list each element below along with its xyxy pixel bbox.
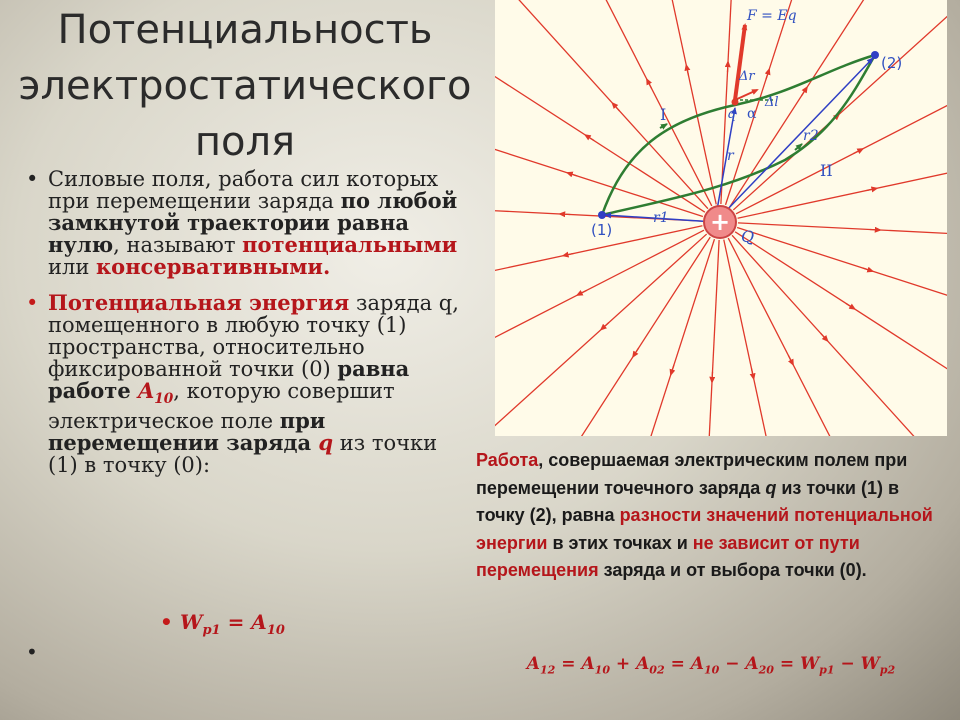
field-line-arrow	[564, 254, 574, 256]
label-path-II: II	[820, 161, 833, 180]
caption-text	[476, 447, 946, 585]
field-line-arrow	[853, 149, 862, 154]
text: , называют	[113, 233, 243, 257]
label-path-I: I	[660, 105, 667, 124]
field-line	[735, 232, 947, 401]
field-line	[499, 0, 708, 209]
field-line-arrow	[788, 355, 793, 364]
displacement-vector	[735, 90, 757, 100]
field-line-arrow	[801, 88, 806, 96]
field-line-arrow	[633, 348, 638, 356]
text: заряда q, помещенного в любую точку (1) пространства, относительно фиксированной точки (0)	[48, 291, 459, 381]
field-line	[738, 223, 947, 239]
field-line-arrow	[578, 290, 587, 295]
label-q: q	[727, 106, 736, 122]
field-line	[738, 153, 947, 219]
symbol-a10	[138, 378, 174, 408]
empty-bullet: •	[26, 640, 38, 664]
text: Силовые поля, работа сил которых при перемещении заряда	[48, 167, 439, 213]
field-line	[651, 0, 717, 204]
field-line-arrow	[613, 103, 620, 110]
a-subscript: 10	[154, 391, 174, 408]
field-line-arrow	[867, 188, 877, 190]
field-line	[728, 238, 870, 436]
term-potential: потенциальными	[242, 232, 458, 257]
label-dl: Δl	[765, 95, 779, 110]
label-alpha: α	[747, 106, 757, 122]
field-diagram	[495, 0, 947, 436]
field-line	[569, 0, 711, 206]
formula-wp1	[180, 610, 285, 638]
text-bold: равна работе	[48, 356, 410, 403]
field-line-arrow	[821, 333, 828, 340]
label-r: r	[727, 148, 734, 164]
a-symbol: A	[138, 378, 155, 403]
text: , совершаемая электрическим полем при перемещении точечного заряда	[476, 450, 908, 498]
label-dr: Δr	[739, 69, 755, 84]
field-line	[619, 239, 715, 436]
label-r2: r2	[803, 128, 819, 144]
formula-work: $A_{12} = A_{10} + A_{02} = A_{10} - A_{20} = W_{p1} - W_{p2}$	[526, 654, 896, 677]
field-line-arrow	[846, 303, 854, 308]
equals-a: = A	[220, 610, 267, 634]
field-line-arrow	[647, 80, 652, 89]
text: заряда и от выбора точки (0).	[598, 560, 867, 580]
field-line	[730, 0, 899, 207]
a-subscript: 10	[266, 623, 285, 638]
text: , которую совершит электрическое поле	[48, 379, 395, 434]
term-conservative: консервативными.	[96, 254, 331, 279]
w-symbol: W	[180, 610, 203, 634]
label-point-1: (1)	[591, 221, 613, 239]
field-line	[732, 235, 941, 436]
bullet-definition	[20, 168, 470, 278]
label-force: F = Eq	[747, 8, 797, 24]
term-potential-energy: Потенциальная энергия	[48, 290, 350, 315]
caption-difference: разности значений потенциальной энергии	[476, 505, 933, 553]
bullet-list	[20, 168, 470, 490]
field-line	[704, 240, 720, 436]
bullet-potential-energy	[20, 292, 470, 476]
caption-independence: не зависит от пути перемещения	[476, 532, 860, 580]
field-line-arrow	[586, 135, 594, 140]
charge-q	[732, 99, 739, 106]
diagram-svg	[495, 0, 947, 436]
label-r1: r1	[653, 210, 669, 226]
field-line-arrow	[671, 365, 674, 375]
field-line-arrow	[601, 323, 608, 330]
text: или	[48, 255, 97, 279]
text-bold: при перемещении заряда	[48, 408, 326, 456]
text: из точки (1) в точку (0):	[48, 431, 438, 478]
symbol-q: q	[318, 430, 334, 456]
caption-work: Работа	[476, 450, 539, 470]
charge-plus: +	[709, 208, 731, 236]
slide-title: Потенциальность электростатического поля	[18, 7, 472, 165]
field-line-arrow	[568, 173, 578, 176]
label-Q: Q	[741, 227, 755, 246]
label-point-2: (2)	[881, 54, 903, 72]
text-bold: по любой замкнутой траектории равна нулю	[48, 188, 458, 257]
field-line-arrow	[863, 268, 873, 271]
field-line-arrow	[766, 70, 769, 80]
point-1	[598, 211, 606, 219]
force-vector	[735, 25, 745, 100]
text: из точки (1) в точку (2), равна	[476, 477, 900, 525]
point-2	[871, 51, 879, 59]
w-subscript: p1	[202, 623, 221, 638]
field-line	[541, 237, 710, 436]
text: в этих точках и	[547, 532, 693, 553]
path-I-arrow	[660, 124, 667, 128]
field-line	[495, 230, 704, 372]
field-line-arrow	[752, 369, 754, 379]
field-line	[736, 71, 947, 213]
field-line-arrow	[686, 66, 688, 76]
symbol-q: q	[765, 477, 777, 498]
